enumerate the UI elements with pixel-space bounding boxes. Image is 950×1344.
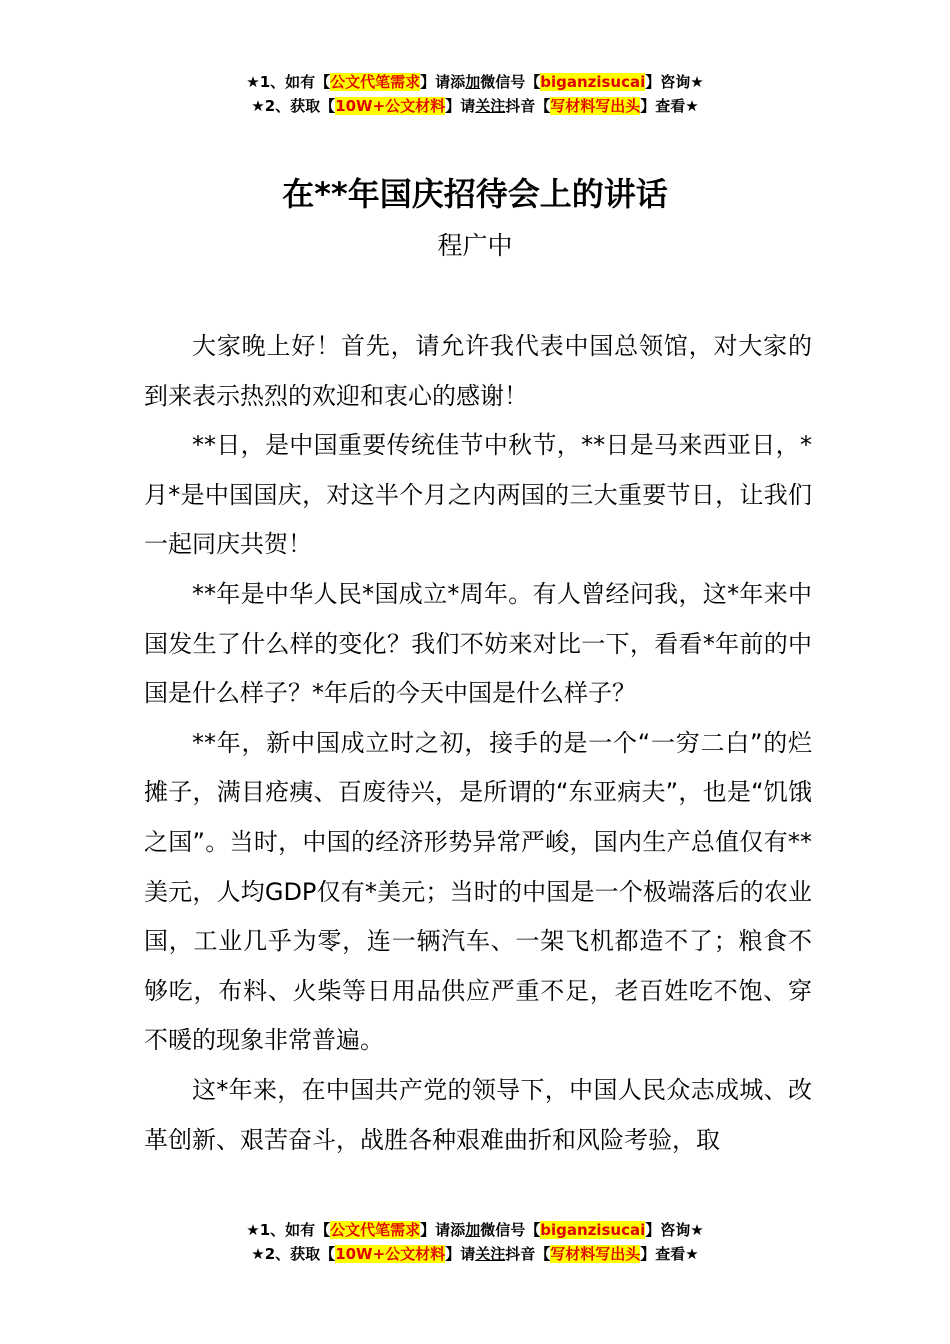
footer-banner xyxy=(0,1218,950,1266)
banner-text: 】咨询★ xyxy=(645,73,704,91)
banner-text: 抖音【 xyxy=(505,1245,551,1263)
document-body xyxy=(144,322,812,1165)
highlight-service: 公文代笔需求 xyxy=(330,73,421,91)
paragraph: 这*年来，在中国共产党的领导下，中国人民众志成城、改革创新、艰苦奋斗，战胜各种艰难曲折和风险考验，取 xyxy=(144,1075,812,1154)
highlight-wechat-id: biganzisucai xyxy=(540,1221,646,1239)
banner-text: ★1、如有【 xyxy=(246,1221,331,1239)
banner-text: 】查看★ xyxy=(640,97,699,115)
banner-underlined-text: 加 xyxy=(465,1221,481,1239)
banner-text: ★2、获取【 xyxy=(251,1245,336,1263)
highlight-wechat-id: biganzisucai xyxy=(540,73,646,91)
banner-line-1 xyxy=(0,70,950,94)
highlight-douyin-account: 写材料写出头 xyxy=(550,97,641,115)
paragraph: **日，是中国重要传统佳节中秋节，**日是马来西亚日，*月*是中国国庆，对这半个月之内两国的三大重要节日，让我们一起同庆共贺！ xyxy=(144,431,812,559)
paragraph: **年，新中国成立时之初，接手的是一个“一穷二白”的烂摊子，满目疮痍、百废待兴，是所谓的“东亚病夫”，也是“饥饿之国”。当时，中国的经济形势异常严峻，国内生产总值仅有**美元，人均GDP仅有*美元；当时的中国是一个极端落后的农业国，工业几乎为零，连一辆汽车、一架飞机都造不了；粮食不够吃，布料、火柴等日用品供应严重不足，老百姓吃不饱、穿不暖的现象非常普遍。 xyxy=(144,728,812,1055)
banner-text: 】请 xyxy=(445,97,476,115)
banner-text: 】请添 xyxy=(420,73,466,91)
banner-underlined-text: 加 xyxy=(465,73,481,91)
document-title: 在**年国庆招待会上的讲话 xyxy=(282,175,668,213)
header-banner xyxy=(0,70,950,118)
banner-text: 微信号【 xyxy=(480,1221,541,1239)
banner-text: 】请添 xyxy=(420,1221,466,1239)
banner-text: ★2、获取【 xyxy=(251,97,336,115)
banner-text: 】查看★ xyxy=(640,1245,699,1263)
banner-line-2 xyxy=(0,1242,950,1266)
document-author: 程广中 xyxy=(437,231,513,260)
banner-underlined-text: 关注 xyxy=(475,97,506,115)
banner-underlined-text: 关注 xyxy=(475,1245,506,1263)
highlight-douyin-account: 写材料写出头 xyxy=(550,1245,641,1263)
banner-line-2 xyxy=(0,94,950,118)
banner-line-1 xyxy=(0,1218,950,1242)
banner-text: 抖音【 xyxy=(505,97,551,115)
paragraph: **年是中华人民*国成立*周年。有人曾经问我，这*年来中国发生了什么样的变化？我们不妨来对比一下，看看*年前的中国是什么样子？*年后的今天中国是什么样子？ xyxy=(144,579,812,708)
banner-text: ★1、如有【 xyxy=(246,73,331,91)
banner-text: 】咨询★ xyxy=(645,1221,704,1239)
highlight-materials: 10W+公文材料 xyxy=(335,1245,446,1263)
banner-text: 】请 xyxy=(445,1245,476,1263)
paragraph: 大家晚上好！首先，请允许我代表中国总领馆，对大家的到来表示热烈的欢迎和衷心的感谢！ xyxy=(144,332,812,410)
banner-text: 微信号【 xyxy=(480,73,541,91)
highlight-materials: 10W+公文材料 xyxy=(335,97,446,115)
highlight-service: 公文代笔需求 xyxy=(330,1221,421,1239)
